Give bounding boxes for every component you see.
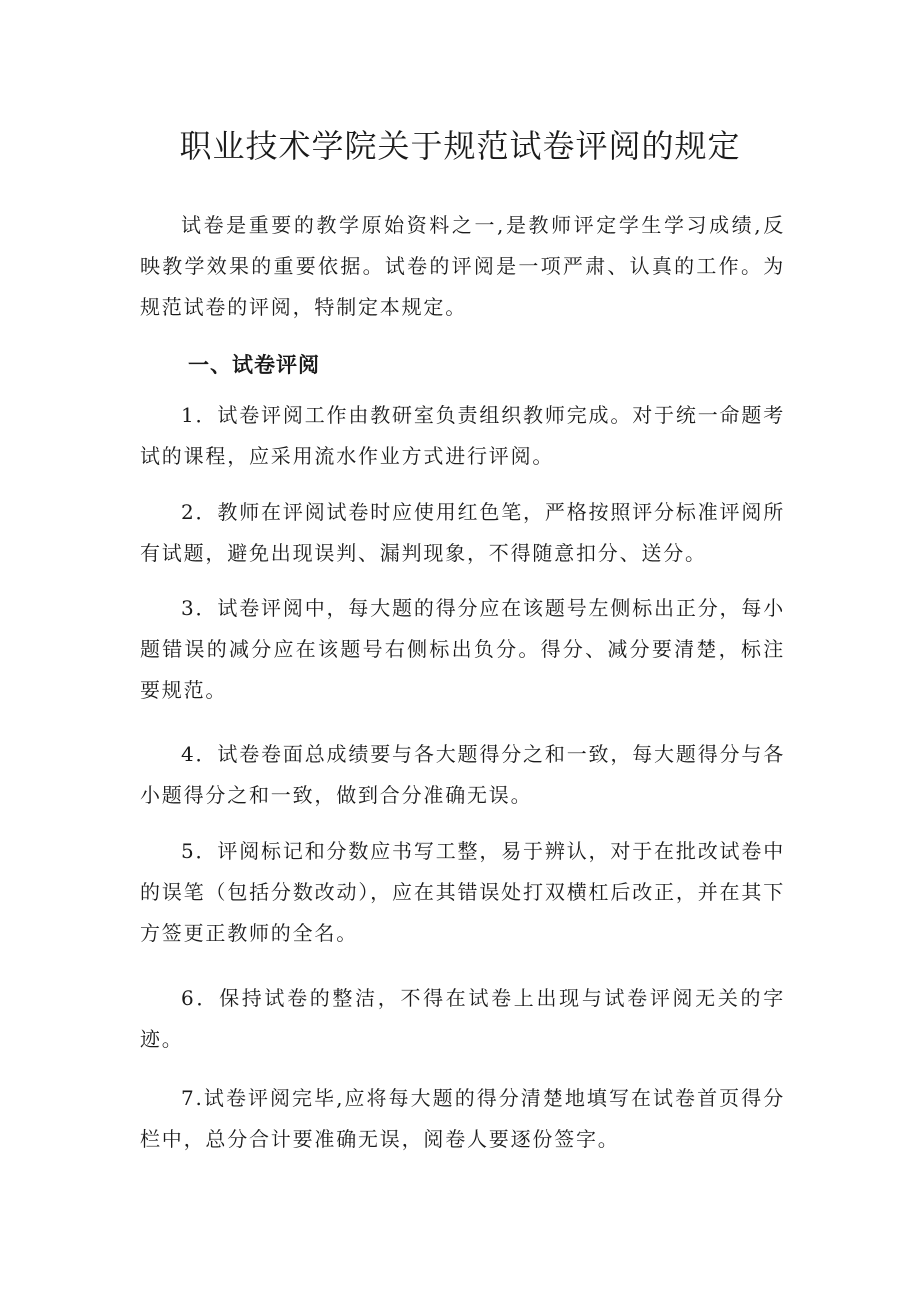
document-title: 职业技术学院关于规范试卷评阅的规定 bbox=[179, 127, 741, 165]
list-item-5: 5．评阅标记和分数应书写工整，易于辨认，对于在批改试卷中的误笔（包括分数改动），应在其错误处打双横杠后改正，并在其下方签更正教师的全名。 bbox=[140, 839, 785, 945]
list-item-1: 1．试卷评阅工作由教研室负责组织教师完成。对于统一命题考试的课程，应采用流水作业方式进行评阅。 bbox=[140, 403, 785, 468]
list-item-2: 2．教师在评阅试卷时应使用红色笔，严格按照评分标准评阅所有试题，避免出现误判、漏判现象，不得随意扣分、送分。 bbox=[140, 500, 785, 565]
section-heading: 一、试卷评阅 bbox=[188, 353, 320, 377]
list-item-3: 3．试卷评阅中，每大题的得分应在该题号左侧标出正分，每小题错误的减分应在该题号右侧标出负分。得分、减分要清楚，标注要规范。 bbox=[140, 596, 785, 702]
list-item-6: 6．保持试卷的整洁，不得在试卷上出现与试卷评阅无关的字迹。 bbox=[140, 986, 785, 1051]
list-item-4: 4．试卷卷面总成绩要与各大题得分之和一致，每大题得分与各小题得分之和一致，做到合分准确无误。 bbox=[140, 742, 785, 807]
intro-paragraph: 试卷是重要的教学原始资料之一,是教师评定学生学习成绩,反映教学效果的重要依据。试卷的评阅是一项严肃、认真的工作。为规范试卷的评阅，特制定本规定。 bbox=[140, 213, 785, 319]
list-item-7: 7.试卷评阅完毕,应将每大题的得分清楚地填写在试卷首页得分栏中，总分合计要准确无误，阅卷人要逐份签字。 bbox=[140, 1086, 785, 1151]
